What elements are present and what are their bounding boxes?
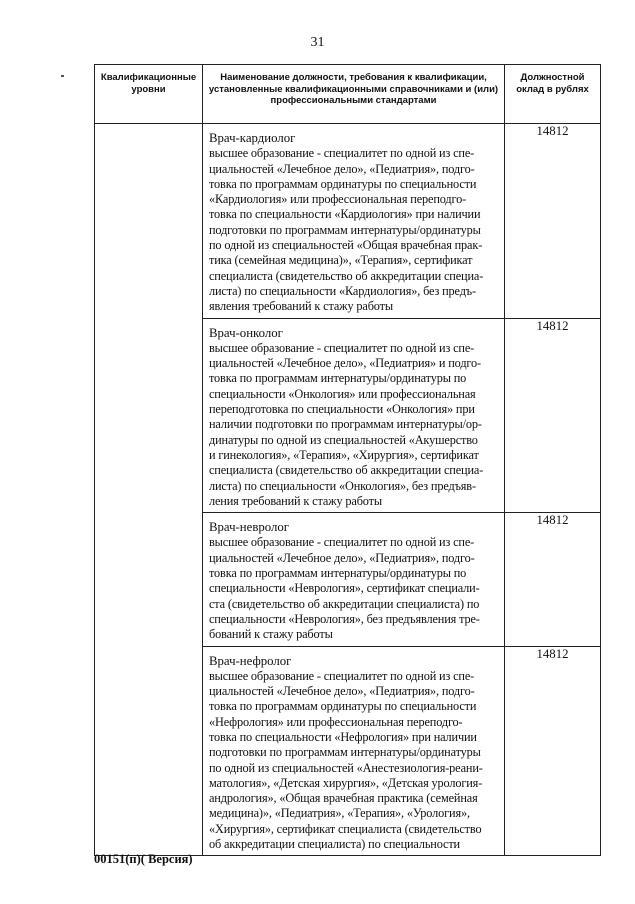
requirement-line: ста (свидетельство об аккредитации специалиста) по xyxy=(209,596,480,611)
header-position: Наименование должности, требования к квалификации, установленные квалификационными справочниками и (или) профессиональными стандартами xyxy=(203,65,505,124)
requirement-line: циальностей «Лечебное дело», «Педиатрия» и подго- xyxy=(209,356,481,371)
requirement-line: специалиста (свидетельство об аккредитации специа- xyxy=(209,268,484,283)
requirement-line: явления требований к стажу работы xyxy=(209,299,393,314)
requirement-line: подготовки по программам интернатуры/ординатуры xyxy=(209,745,481,760)
requirement-line: товка по программам ординатуры по специальности xyxy=(209,176,477,191)
requirement-line: циальностей «Лечебное дело», «Педиатрия», подго- xyxy=(209,684,475,699)
requirement-line: циальностей «Лечебное дело», «Педиатрия», подго- xyxy=(209,550,475,565)
table-header-row xyxy=(95,65,601,124)
requirement-line: листа) по специальности «Кардиология», без предъ- xyxy=(209,283,476,298)
requirement-line: и гинекология», «Терапия», «Хирургия», сертификат xyxy=(209,447,479,462)
requirement-line: товка по специальности «Кардиология» при наличии xyxy=(209,207,481,222)
requirement-line: тика (семейная медицина)», «Терапия», сертификат xyxy=(209,253,473,268)
scan-dot xyxy=(61,75,64,77)
requirement-line: матология», «Детская хирургия», «Детская урология- xyxy=(209,775,483,790)
qualification-table xyxy=(94,64,601,856)
requirement-line: специальности «Неврология», сертификат специали- xyxy=(209,581,480,596)
requirement-line: товка по специальности «Нефрология» при наличии xyxy=(209,729,477,744)
table-row xyxy=(95,124,601,319)
salary-cell: 14812 xyxy=(505,124,601,319)
table-body xyxy=(95,124,601,856)
salary-cell: 14812 xyxy=(505,646,601,856)
requirement-line: ления требований к стажу работы xyxy=(209,493,382,508)
requirement-line: листа) по специальности «Онкология», без предъяв- xyxy=(209,478,476,493)
requirement-line: динатуры по одной из специальностей «Акушерство xyxy=(209,432,478,447)
position-description-cell xyxy=(203,318,505,513)
requirement-line: медицина)», «Педиатрия», «Терапия», «Урология», xyxy=(209,806,470,821)
position-description-cell xyxy=(203,124,505,319)
requirement-line: циальностей «Лечебное дело», «Педиатрия», подго- xyxy=(209,161,475,176)
requirement-line: «Нефрология» или профессиональная переподго- xyxy=(209,714,463,729)
requirement-line: специальности «Неврология», без предъявления тре- xyxy=(209,611,480,626)
position-title: Врач-кардиолог xyxy=(209,131,296,145)
requirement-line: товка по программам интернатуры/ординатуры по xyxy=(209,371,467,386)
position-title: Врач-онколог xyxy=(209,325,283,340)
header-levels: Квалификационные уровни xyxy=(95,65,203,124)
requirement-line: андрология», «Общая врачебная практика (семейная xyxy=(209,791,478,806)
requirement-line: товка по программам ординатуры по специальности xyxy=(209,699,477,714)
requirement-line: высшее образование - специалитет по одной из спе- xyxy=(209,146,475,161)
position-title: Врач-невролог xyxy=(209,520,290,535)
salary-cell: 14812 xyxy=(505,318,601,513)
requirement-line: подготовки по программам интернатуры/ординатуры xyxy=(209,222,481,237)
position-description-cell xyxy=(203,513,505,646)
footer-code: 00151(п)( Версия) xyxy=(94,852,193,866)
requirement-line: специалиста (свидетельство об аккредитации специа- xyxy=(209,463,484,478)
requirement-line: бований к стажу работы xyxy=(209,627,333,642)
requirement-line: товка по программам интернатуры/ординатуры по xyxy=(209,566,467,581)
requirement-line: переподготовка по специальности «Онкология» при xyxy=(209,402,475,417)
qualification-level-cell xyxy=(95,124,203,856)
requirement-line: по одной из специальностей «Анестезиология-реани- xyxy=(209,760,483,775)
header-salary: Должностной оклад в рублях xyxy=(505,65,601,124)
page-number: 31 xyxy=(310,35,325,50)
requirement-line: наличии подготовки по программам интернатуры/ор- xyxy=(209,417,482,432)
requirement-line: высшее образование - специалитет по одной из спе- xyxy=(209,668,475,683)
requirement-line: специальности «Онкология» или профессиональная xyxy=(209,386,476,401)
salary-cell: 14812 xyxy=(505,513,601,646)
position-description-cell xyxy=(203,646,505,856)
position-title: Врач-нефролог xyxy=(209,653,292,668)
requirement-line: «Кардиология» или профессиональная переподго- xyxy=(209,192,467,207)
requirement-line: «Хирургия», сертификат специалиста (свидетельство xyxy=(209,821,482,836)
requirement-line: об аккредитации специалиста) по специальности xyxy=(209,837,460,852)
requirement-line: высшее образование - специалитет по одной из спе- xyxy=(209,340,475,355)
requirement-line: высшее образование - специалитет по одной из спе- xyxy=(209,535,475,550)
requirement-line: по одной из специальностей «Общая врачебная прак- xyxy=(209,238,483,253)
